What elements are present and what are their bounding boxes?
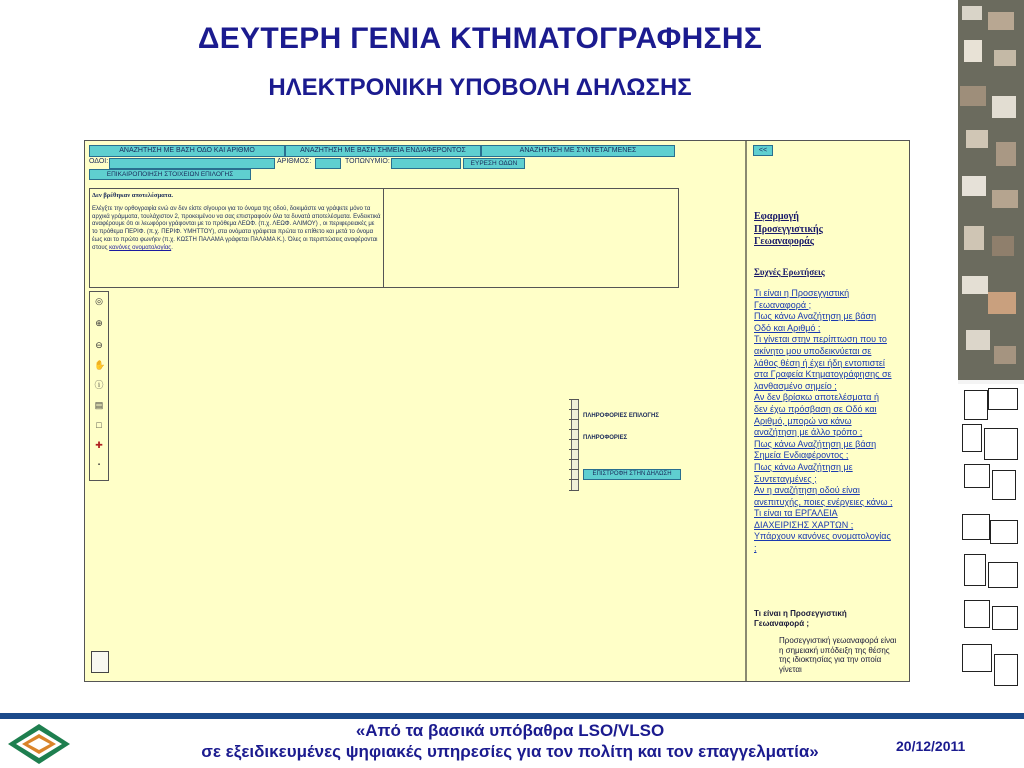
- faq-link[interactable]: Αν η αναζήτηση οδού είναι ανεπιτυχής, ποιες ενέργειες κάνω ;: [754, 485, 893, 507]
- street-input[interactable]: [109, 158, 275, 169]
- number-label: ΑΡΙΘΜΟΣ:: [277, 158, 312, 165]
- faq-link[interactable]: Πως κάνω Αναζήτηση με βάση Σημεία Ενδιαφέροντος ;: [754, 438, 877, 461]
- faq-list: [754, 288, 894, 555]
- help-panel: [745, 141, 910, 681]
- tab-search-poi[interactable]: ΑΝΑΖΗΤΗΣΗ ΜΕ ΒΑΣΗ ΣΗΜΕΙΑ ΕΝΔΙΑΦΕΡΟΝΤΟΣ: [285, 145, 481, 157]
- footer-date: 20/12/2011: [896, 738, 966, 754]
- organization-logo-icon: [4, 720, 74, 766]
- panel-heading: Εφαρμογή Προσεγγιστικής Γεωαναφοράς: [754, 211, 823, 247]
- results-heading: Δεν βρέθηκαν αποτελέσματα.: [92, 192, 174, 199]
- answer-text: Προσεγγιστική γεωαναφορά είναι η σημειακή υπόδειξη της θέσης της ιδιοκτησίας για την οποία γίνεται: [779, 636, 897, 674]
- faq-link[interactable]: Τι είναι τα ΕΡΓΑΛΕΙΑ ΔΙΑΧΕΙΡΙΣΗΣ ΧΑΡΤΩΝ ;: [754, 508, 854, 530]
- tab-search-street[interactable]: ΑΝΑΖΗΤΗΣΗ ΜΕ ΒΑΣΗ ΟΔΟ ΚΑΙ ΑΡΙΘΜΟ: [89, 145, 285, 157]
- zoom-slider[interactable]: [571, 399, 579, 491]
- slide-title: ΔΕΥΤΕΡΗ ΓΕΝΙΑ ΚΤΗΜΑΤΟΓΡΑΦΗΣΗΣ: [197, 22, 763, 55]
- tab-search-coordinates[interactable]: ΑΝΑΖΗΤΗΣΗ ΜΕ ΣΥΝΤΕΤΑΓΜΕΝΕΣ: [481, 145, 675, 157]
- results-end: .: [171, 244, 173, 251]
- update-selection-button[interactable]: ΕΠΙΚΑΙΡΟΠΟΙΗΣΗ ΣΤΟΙΧΕΙΩΝ ΕΠΙΛΟΓΗΣ: [89, 169, 251, 180]
- results-message: [90, 189, 384, 287]
- street-label: ΟΔΟΙ:: [89, 158, 109, 165]
- faq-link[interactable]: Αν δεν βρίσκω αποτελέσματα ή δεν έχω πρόσβαση σε Οδό και Αριθμό, μπορώ να κάνω αναζήτηση με άλλο τρόπο ;: [754, 392, 879, 438]
- app-screenshot: [84, 140, 910, 682]
- answer-heading: Τι είναι η Προσεγγιστική Γεωαναφορά ;: [754, 609, 847, 628]
- faq-heading: Συχνές Ερωτήσεις: [754, 267, 825, 277]
- map-toolbar: [89, 291, 109, 481]
- place-input[interactable]: [391, 158, 461, 169]
- zoom-extent-icon[interactable]: ◎: [95, 296, 103, 306]
- results-box: [89, 188, 679, 288]
- zoom-out-icon[interactable]: ⊖: [95, 340, 103, 350]
- faq-link[interactable]: Υπάρχουν κανόνες ονοματολογίας ;: [754, 531, 891, 554]
- measure-icon[interactable]: ▤: [94, 400, 104, 410]
- footer-line-1: «Από τα βασικά υπόβαθρα LSO/VLSO: [355, 721, 665, 740]
- footer-line-2: σε εξειδικευμένες ψηφιακές υπηρεσίες για τον πολίτη και τον επαγγελματία»: [201, 742, 819, 761]
- info-label[interactable]: ΠΛΗΡΟΦΟΡΙΕΣ: [583, 435, 628, 441]
- faq-link[interactable]: Τι γίνεται στην περίπτωση που το ακίνητο μου υποδεικνύεται σε λάθος θέση ή έχει ήδη εντοπιστεί στα Γραφεία Κτηματογράφησης σε λανθασμένο σημείο ;: [754, 334, 892, 391]
- small-marker-icon[interactable]: ▪: [97, 462, 101, 468]
- faq-link[interactable]: Πως κάνω Αναζήτηση με βάση Οδό και Αριθμό ;: [754, 311, 877, 333]
- clear-icon[interactable]: □: [96, 420, 102, 430]
- find-streets-button[interactable]: ΕΥΡΕΣΗ ΟΔΩΝ: [463, 158, 525, 169]
- number-input[interactable]: [315, 158, 341, 169]
- slide-subtitle: ΗΛΕΚΤΡΟΝΙΚΗ ΥΠΟΒΟΛΗ ΔΗΛΩΣΗΣ: [268, 74, 692, 101]
- faq-link[interactable]: Τι είναι η Προσεγγιστική Γεωαναφορά ;: [754, 288, 850, 310]
- results-body: Ελέγξτε την ορθογραφία ενώ αν δεν είστε σίγουροι για το όνομα της οδού, δοκιμάστε να γράψετε μόνο τα αρχικά γράμματα, τουλάχιστον 2, προκειμένου να σας επιστραφούν όλα τα δυνατά αποτελέσματα. Ενδεικτικά αναφέρουμε ότι οι λεωφόροι γράφονται με το πρόθεμα ΛΕΩΦ. (π.χ. ΛΕΩΦ. ΑΛΙΜΟΥ) , οι περιφερειακές με το πρόθεμα ΠΕΡΙΦ. (π.χ. ΠΕΡΙΦ. ΥΜΗΤΤΟΥ), στα ονόματα γράφεται πρώτα το επίθετο και μετά το όνομα έως και το πρώτο φωνήεν (π.χ. ΚΩΣΤΗ ΠΑΛΑΜΑ γράφεται ΠΑΛΑΜΑ Κ.). Όλες οι περιπτώσεις αναφέρονται στους: [92, 205, 381, 251]
- footer-divider: [0, 713, 1024, 719]
- info-icon[interactable]: ⓘ: [94, 380, 104, 390]
- pan-icon[interactable]: ✋: [94, 360, 106, 370]
- cadastral-maps: [958, 384, 1024, 706]
- zoom-in-icon[interactable]: ⊕: [95, 318, 103, 328]
- naming-rules-link[interactable]: κανόνες ονοματολογίας: [109, 244, 172, 251]
- selection-info-label[interactable]: ΠΛΗΡΟΦΟΡΙΕΣ ΕΠΙΛΟΓΗΣ: [583, 413, 659, 419]
- aerial-photo: [958, 0, 1024, 380]
- decorative-image-strip: [958, 0, 1024, 706]
- place-label: ΤΟΠΩΝΥΜΙΟ:: [345, 158, 390, 165]
- locate-point-icon[interactable]: ✚: [95, 440, 103, 450]
- map-document-icon[interactable]: [91, 651, 109, 673]
- return-to-declaration-button[interactable]: ΕΠΙΣΤΡΟΦΗ ΣΤΗΝ ΔΗΛΩΣΗ: [583, 469, 681, 480]
- collapse-panel-button[interactable]: <<: [753, 145, 773, 156]
- faq-link[interactable]: Πως κάνω Αναζήτηση με Συντεταγμένες ;: [754, 461, 853, 484]
